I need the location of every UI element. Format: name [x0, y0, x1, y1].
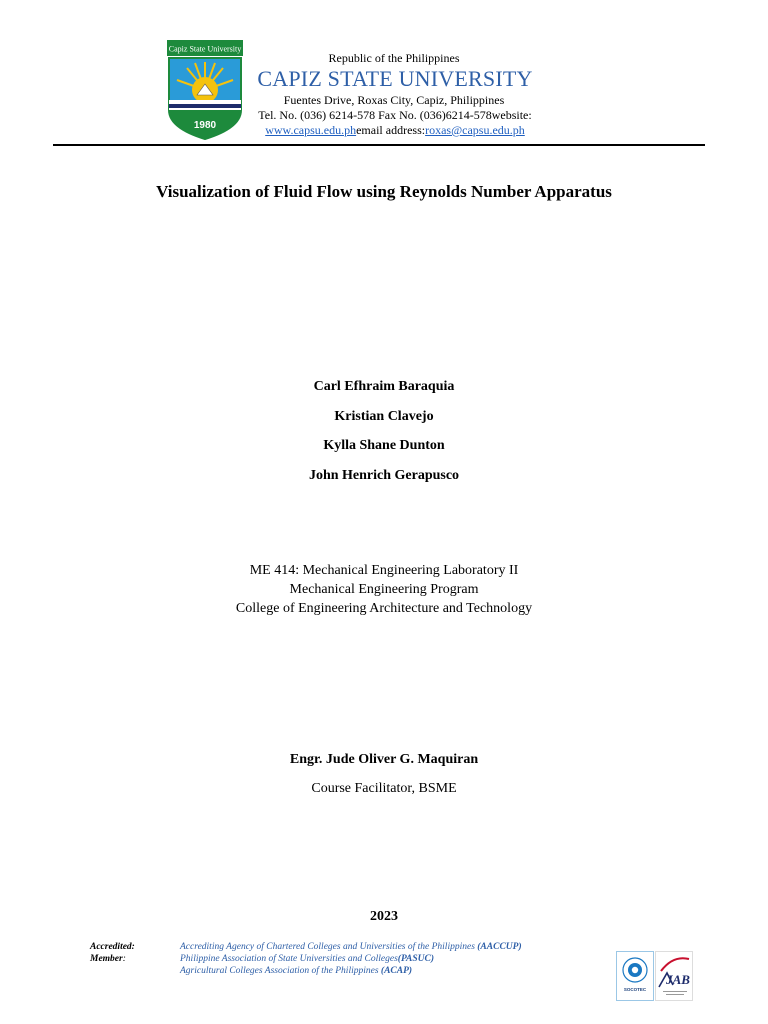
cert2-label: JAB	[666, 972, 690, 987]
document-title: Visualization of Fluid Flow using Reynolds Number Apparatus	[156, 182, 612, 201]
member-colon: :	[122, 954, 126, 964]
facilitator-name: Engr. Jude Oliver G. Maquiran	[289, 752, 479, 767]
program-name: Mechanical Engineering Program	[289, 582, 479, 597]
member-label-text: Member	[90, 954, 123, 964]
course-code: ME 414: Mechanical Engineering Laboratory II	[249, 563, 519, 578]
university-address: Fuentes Drive, Roxas City, Capiz, Philippines	[283, 93, 505, 107]
socotec-certification-icon	[616, 951, 654, 1001]
website-link[interactable]: www.capsu.edu.ph	[265, 123, 357, 137]
document-year: 2023	[370, 909, 398, 924]
contact-line	[230, 123, 560, 138]
author-name: John Henrich Gerapusco	[308, 468, 460, 483]
agency-line	[180, 941, 522, 953]
republic-line: Republic of the Philippines	[328, 51, 460, 65]
agency-name: Philippine Association of State Universities and Colleges	[180, 954, 398, 964]
member-label	[90, 953, 126, 965]
accredited-label: Accredited:	[90, 942, 135, 952]
facilitator-role: Course Facilitator, BSME	[311, 781, 457, 796]
agency-name: Agricultural Colleges Association of the Philippines	[180, 966, 379, 976]
author-name: Kristian Clavejo	[334, 409, 434, 424]
email-link[interactable]: roxas@capsu.edu.ph	[425, 123, 525, 137]
agency-line	[180, 953, 434, 965]
cert1-label: SOCOTEC	[623, 987, 647, 992]
agency-abbr: (AACCUP)	[477, 942, 522, 952]
tel-fax-line: Tel. No. (036) 6214-578 Fax No. (036)6214-578website:	[258, 108, 532, 122]
college-name: College of Engineering Architecture and Technology	[235, 601, 533, 616]
agency-abbr: (ACAP)	[380, 966, 413, 976]
logo-year-text: 1980	[193, 120, 217, 131]
agency-line	[180, 965, 412, 977]
logo-banner-text: Capiz State University	[168, 44, 242, 54]
author-name: Carl Efhraim Baraquia	[313, 379, 455, 394]
jab-accreditation-icon	[655, 951, 693, 1001]
author-name: Kylla Shane Dunton	[323, 438, 445, 453]
agency-abbr: (PASUC)	[397, 954, 435, 964]
university-name: CAPIZ STATE UNIVERSITY	[257, 66, 533, 91]
header-divider	[53, 144, 705, 146]
agency-name: Accrediting Agency of Chartered Colleges and Universities of the Philippines	[180, 942, 475, 952]
email-label: email address:	[356, 123, 426, 137]
